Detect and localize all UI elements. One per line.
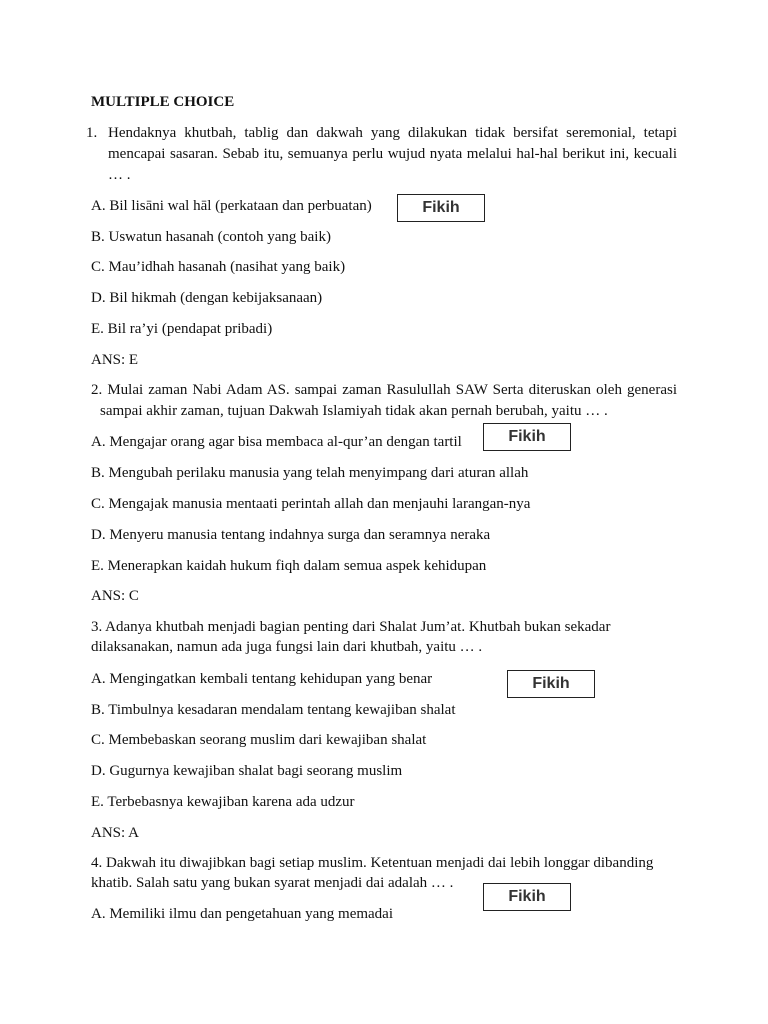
question-4-option-a: A. Memiliki ilmu dan pengetahuan yang memadai (91, 906, 394, 922)
question-3-option-e: E. Terbebasnya kewajiban karena ada udzur (91, 794, 355, 810)
subject-label-box: Fikih (483, 423, 571, 451)
question-1-option-b: B. Uswatun hasanah (contoh yang baik) (91, 229, 331, 245)
question-3-option-c: C. Membebaskan seorang muslim dari kewajiban shalat (91, 732, 427, 748)
question-1-option-a: A. Bil lisāni wal hāl (perkataan dan perbuatan) (91, 198, 372, 214)
question-1-answer: ANS: E (91, 352, 139, 368)
question-2-option-a: A. Mengajar orang agar bisa membaca al-qur’an dengan tartil (91, 434, 462, 450)
question-1-option-d: D. Bil hikmah (dengan kebijaksanaan) (91, 290, 323, 306)
subject-label-box: Fikih (397, 194, 485, 222)
question-3-text-line-1: 3. Adanya khutbah menjadi bagian penting dari Shalat Jum’at. Khutbah bukan sekadar (91, 619, 611, 635)
question-4-text-line-1: 4. Dakwah itu diwajibkan bagi setiap muslim. Ketentuan menjadi dai lebih longgar dibanding (91, 855, 654, 871)
section-heading: MULTIPLE CHOICE (91, 94, 235, 110)
question-2-option-d: D. Menyeru manusia tentang indahnya surga dan seramnya neraka (91, 527, 491, 543)
subject-label-box: Fikih (483, 883, 571, 911)
question-2-answer: ANS: C (91, 588, 139, 604)
question-3-text-line-2: dilaksanakan, namun ada juga fungsi lain dari khutbah, yaitu … . (91, 639, 483, 655)
question-4-text-line-2: khatib. Salah satu yang bukan syarat menjadi dai adalah … . (91, 875, 454, 891)
subject-label-box: Fikih (507, 670, 595, 698)
question-1-option-c: C. Mau’idhah hasanah (nasihat yang baik) (91, 259, 346, 275)
question-3-answer: ANS: A (91, 825, 139, 841)
question-1-number: 1. (86, 125, 98, 141)
question-3-option-b: B. Timbulnya kesadaran mendalam tentang kewajiban shalat (91, 702, 456, 718)
question-2-option-b: B. Mengubah perilaku manusia yang telah menyimpang dari aturan allah (91, 465, 529, 481)
question-1-option-e: E. Bil ra’yi (pendapat pribadi) (91, 321, 273, 337)
question-3-option-d: D. Gugurnya kewajiban shalat bagi seorang muslim (91, 763, 403, 779)
question-3-option-a: A. Mengingatkan kembali tentang kehidupan yang benar (91, 671, 433, 687)
question-1-text: Hendaknya khutbah, tablig dan dakwah yang dilakukan tidak bersifat seremonial, tetapi mencapai sasaran. Sebab itu, semuanya perlu wujud nyata melalui hal-hal berikut ini, kecuali … . (108, 125, 677, 183)
question-2-option-e: E. Menerapkan kaidah hukum fiqh dalam semua aspek kehidupan (91, 558, 487, 574)
question-2-text: 2. Mulai zaman Nabi Adam AS. sampai zaman Rasulullah SAW Serta diteruskan oleh generasi sampai akhir zaman, tujuan Dakwah Islamiyah tidak akan pernah berubah, yaitu … . (91, 382, 677, 419)
question-2-option-c: C. Mengajak manusia mentaati perintah allah dan menjauhi larangan-nya (91, 496, 531, 512)
